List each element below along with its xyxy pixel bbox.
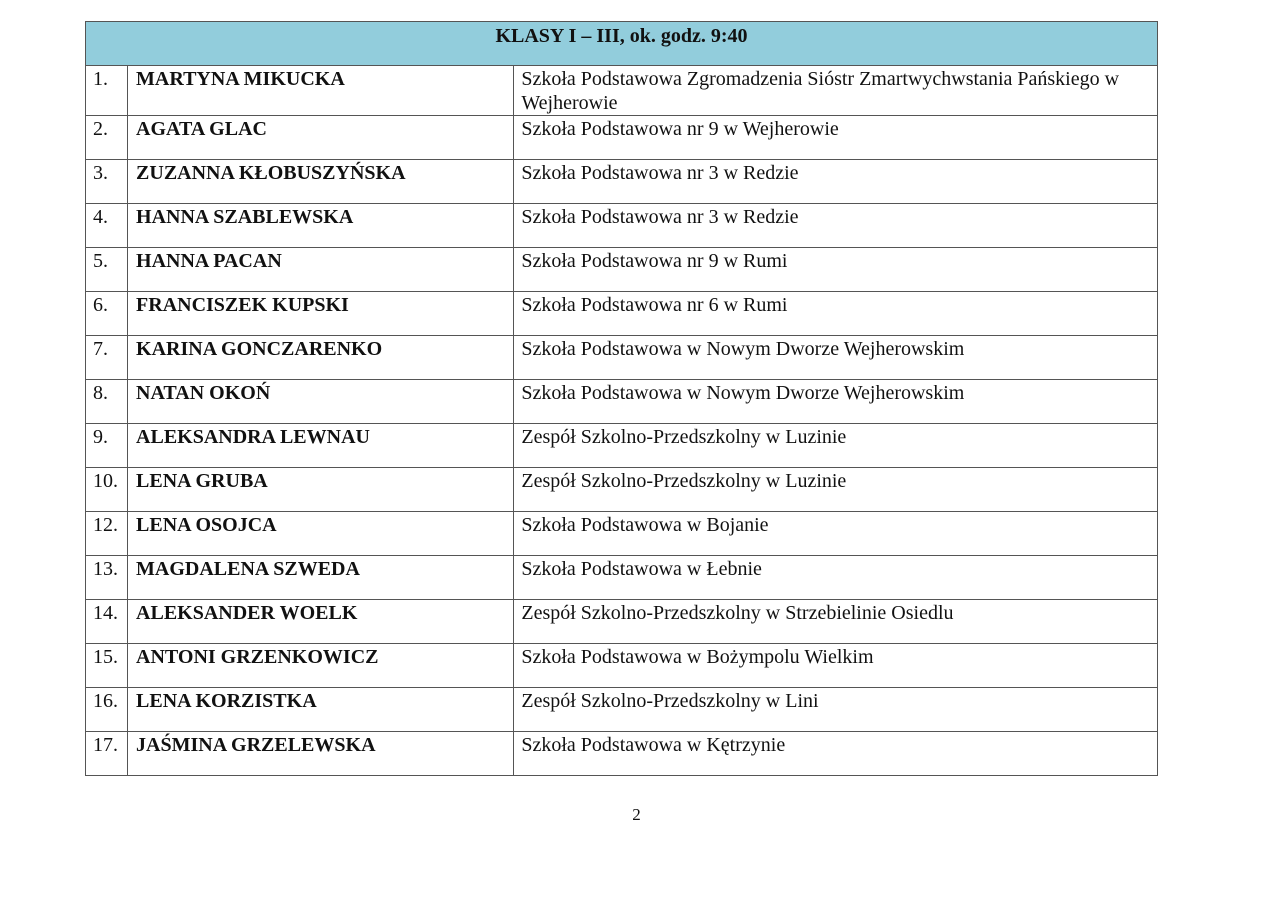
student-name: FRANCISZEK KUPSKI <box>128 292 514 336</box>
row-number: 12. <box>86 512 128 556</box>
row-number: 14. <box>86 600 128 644</box>
school-name: Zespół Szkolno-Przedszkolny w Strzebielinie Osiedlu <box>514 600 1158 644</box>
school-name: Szkoła Podstawowa nr 6 w Rumi <box>514 292 1158 336</box>
student-name: MAGDALENA SZWEDA <box>128 556 514 600</box>
row-number: 9. <box>86 424 128 468</box>
student-name: LENA GRUBA <box>128 468 514 512</box>
row-number: 17. <box>86 732 128 776</box>
table-row <box>86 424 1158 468</box>
school-name: Szkoła Podstawowa w Kętrzynie <box>514 732 1158 776</box>
table-row <box>86 380 1158 424</box>
student-name: JAŚMINA GRZELEWSKA <box>128 732 514 776</box>
student-name: KARINA GONCZARENKO <box>128 336 514 380</box>
student-name: ZUZANNA KŁOBUSZYŃSKA <box>128 160 514 204</box>
school-name: Szkoła Podstawowa nr 3 w Redzie <box>514 160 1158 204</box>
school-name: Zespół Szkolno-Przedszkolny w Luzinie <box>514 468 1158 512</box>
school-name: Szkoła Podstawowa w Bojanie <box>514 512 1158 556</box>
table-row <box>86 292 1158 336</box>
row-number: 10. <box>86 468 128 512</box>
table-row <box>86 248 1158 292</box>
school-name: Szkoła Podstawowa w Bożympolu Wielkim <box>514 644 1158 688</box>
row-number: 8. <box>86 380 128 424</box>
table-row <box>86 160 1158 204</box>
student-name: ALEKSANDER WOELK <box>128 600 514 644</box>
student-name: HANNA PACAN <box>128 248 514 292</box>
table-title: KLASY I – III, ok. godz. 9:40 <box>86 22 1158 66</box>
student-name: ANTONI GRZENKOWICZ <box>128 644 514 688</box>
student-name: HANNA SZABLEWSKA <box>128 204 514 248</box>
row-number: 5. <box>86 248 128 292</box>
table-row <box>86 66 1158 116</box>
table-row <box>86 600 1158 644</box>
row-number: 2. <box>86 116 128 160</box>
school-name: Szkoła Podstawowa w Nowym Dworze Wejherowskim <box>514 380 1158 424</box>
participants-table <box>85 21 1158 776</box>
row-number: 1. <box>86 66 128 116</box>
table-row <box>86 556 1158 600</box>
student-name: NATAN OKOŃ <box>128 380 514 424</box>
row-number: 3. <box>86 160 128 204</box>
school-name: Szkoła Podstawowa Zgromadzenia Sióstr Zmartwychwstania Pańskiego w Wejherowie <box>514 66 1158 116</box>
school-name: Szkoła Podstawowa nr 9 w Rumi <box>514 248 1158 292</box>
row-number: 13. <box>86 556 128 600</box>
student-name: LENA OSOJCA <box>128 512 514 556</box>
school-name: Szkoła Podstawowa nr 3 w Redzie <box>514 204 1158 248</box>
school-name: Szkoła Podstawowa nr 9 w Wejherowie <box>514 116 1158 160</box>
row-number: 6. <box>86 292 128 336</box>
row-number: 4. <box>86 204 128 248</box>
table-row <box>86 732 1158 776</box>
school-name: Szkoła Podstawowa w Łebnie <box>514 556 1158 600</box>
table-row <box>86 688 1158 732</box>
student-name: LENA KORZISTKA <box>128 688 514 732</box>
row-number: 15. <box>86 644 128 688</box>
student-name: ALEKSANDRA LEWNAU <box>128 424 514 468</box>
table-row <box>86 644 1158 688</box>
row-number: 7. <box>86 336 128 380</box>
page-number: 2 <box>632 805 641 824</box>
table-row <box>86 204 1158 248</box>
table-row <box>86 116 1158 160</box>
school-name: Zespół Szkolno-Przedszkolny w Lini <box>514 688 1158 732</box>
table-row <box>86 512 1158 556</box>
school-name: Zespół Szkolno-Przedszkolny w Luzinie <box>514 424 1158 468</box>
student-name: MARTYNA MIKUCKA <box>128 66 514 116</box>
student-name: AGATA GLAC <box>128 116 514 160</box>
table-title-row <box>86 22 1158 66</box>
school-name: Szkoła Podstawowa w Nowym Dworze Wejherowskim <box>514 336 1158 380</box>
table-row <box>86 468 1158 512</box>
row-number: 16. <box>86 688 128 732</box>
table-row <box>86 336 1158 380</box>
